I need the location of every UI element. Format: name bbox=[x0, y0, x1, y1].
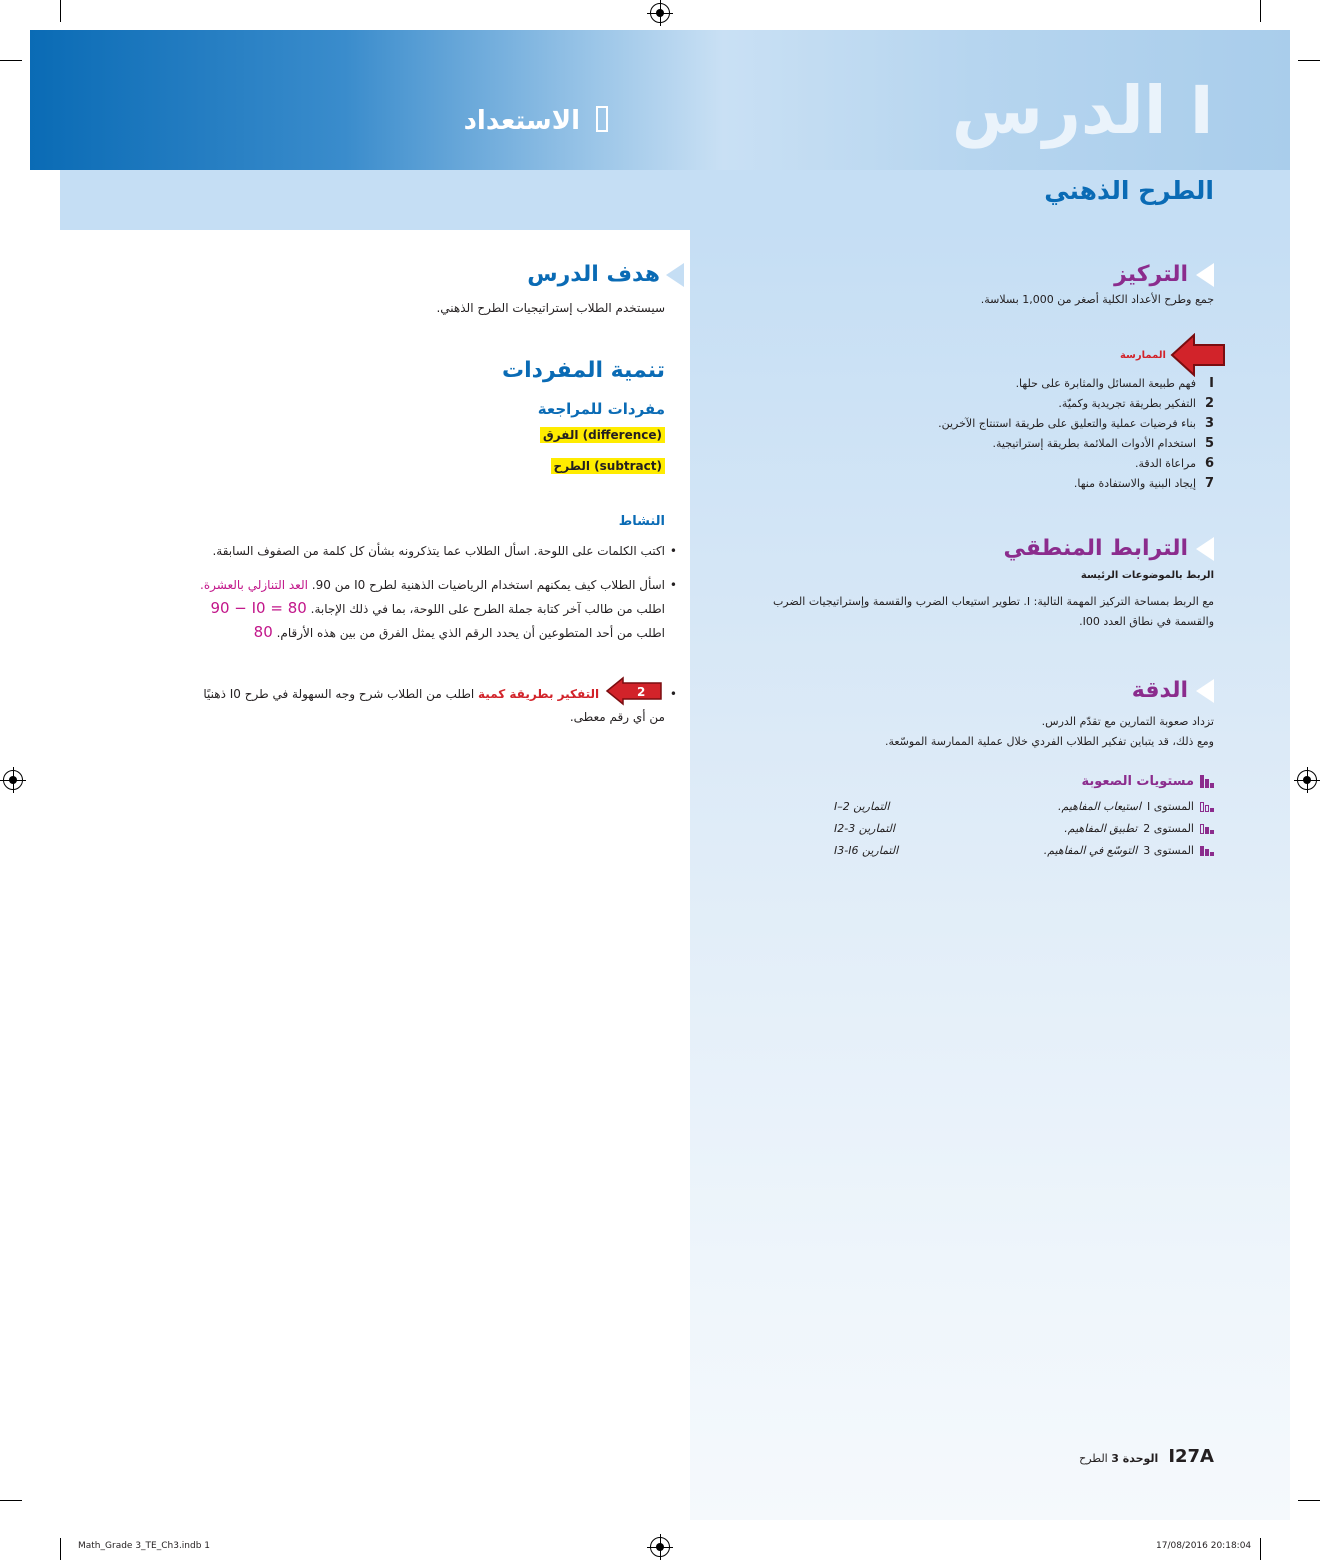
page-number: I27A bbox=[1168, 1446, 1214, 1467]
focus-text: جمع وطرح الأعداد الكلية أصغر من 1,000 بسلاسة. bbox=[980, 293, 1214, 306]
triangle-icon bbox=[666, 263, 684, 287]
coherence-text-1: مع الربط بمساحة التركيز المهمة التالية: I. تطوير استيعاب الضرب والقسمة وإستراتيجيات الضرب bbox=[772, 595, 1214, 608]
practice-item: 6 مراعاة الدقة. bbox=[1134, 456, 1214, 471]
crop-mark bbox=[0, 60, 22, 61]
vocab-item: الطرح (subtract) bbox=[551, 458, 665, 474]
vocab-subtitle: مفردات للمراجعة bbox=[537, 400, 665, 418]
coherence-text-2: والقسمة في نطاق العدد I00. bbox=[1079, 615, 1214, 628]
level-2-icon bbox=[1200, 824, 1214, 834]
rigor-text-1: تزداد صعوبة التمارين مع تقدّم الدرس. bbox=[1041, 715, 1214, 728]
practice-item: 7 إيجاد البنية والاستفادة منها. bbox=[1073, 476, 1214, 491]
practice-list bbox=[814, 374, 1214, 494]
triangle-icon bbox=[1196, 679, 1214, 703]
crop-mark bbox=[0, 1500, 22, 1501]
practice-item: 5 استخدام الأدوات الملائمة بطريقة إستراتيجية. bbox=[992, 436, 1214, 451]
level-row: المستوى 2 تطبيق المفاهيم. التمارين 3-I2 bbox=[834, 822, 1214, 835]
level-row: المستوى I استيعاب المفاهيم. التمارين I–2 bbox=[834, 800, 1214, 813]
unit-label: الوحدة 3 الطرح bbox=[1079, 1452, 1159, 1465]
activity-bullet-1: • اكتب الكلمات على اللوحة. اسأل الطلاب عما يتذكرونه بشأن كل كلمة من الصفوف السابقة. bbox=[212, 544, 677, 558]
coherence-title: الترابط المنطقي bbox=[1003, 536, 1188, 561]
prep-title: الاستعداد bbox=[463, 106, 580, 136]
lesson-title: الدرس I bbox=[951, 72, 1215, 149]
difficulty-bars-icon bbox=[1200, 775, 1214, 788]
vocab-title: تنمية المفردات bbox=[502, 358, 665, 383]
activity-bullet-2: • اسأل الطلاب كيف يمكنهم استخدام الرياضيات الذهنية لطرح I0 من 90. العد التنازلي بالعشرة. اطلب من طالب آخر كتابة جملة الطرح على اللوحة، بما في ذلك الإجابة. 90 − I0 = 80 اطلب من أحد المتطوعين أن يحدد الرقم الذي يمثل الفرق من بين هذه الأرقام. 80 bbox=[200, 578, 677, 641]
registration-mark-icon bbox=[3, 770, 23, 790]
crop-mark bbox=[60, 0, 61, 22]
crop-mark bbox=[60, 1538, 61, 1560]
objective-heading bbox=[527, 262, 684, 287]
levels-heading bbox=[1082, 774, 1215, 789]
rigor-text-2: ومع ذلك، قد يتباين تفكير الطلاب الفردي خلال عملية الممارسة الموسّعة. bbox=[884, 735, 1214, 748]
focus-title: التركيز bbox=[1114, 262, 1188, 287]
prep-box-icon bbox=[596, 106, 608, 132]
coherence-sub: الربط بالموضوعات الرئيسة bbox=[1080, 570, 1214, 581]
activity-title: النشاط bbox=[618, 514, 665, 529]
slug-date: 17/08/2016 20:18:04 bbox=[1156, 1541, 1252, 1551]
rigor-heading bbox=[1132, 678, 1214, 703]
slug-file: Math_Grade 3_TE_Ch3.indb 1 bbox=[78, 1541, 211, 1551]
practice-badge-icon bbox=[605, 676, 663, 706]
registration-mark-icon bbox=[1297, 770, 1317, 790]
coherence-heading bbox=[1003, 536, 1214, 561]
level-1-icon bbox=[1200, 802, 1214, 812]
triangle-icon bbox=[1196, 263, 1214, 287]
practice-label: الممارسة bbox=[1119, 350, 1166, 361]
crop-mark bbox=[1298, 60, 1320, 61]
vocab-heading bbox=[502, 358, 665, 383]
levels-title: مستويات الصعوبة bbox=[1081, 774, 1194, 789]
rigor-title: الدقة bbox=[1131, 678, 1188, 703]
vocab-item: الفرق (difference) bbox=[540, 427, 665, 443]
focus-heading bbox=[1114, 262, 1214, 287]
level-3-icon bbox=[1200, 846, 1214, 856]
activity-bullet-3: • التفكير بطريقة كمية اطلب من الطلاب شرح وجه السهولة في طرح I0 ذهنيًا من أي رقم معطى. bbox=[203, 687, 677, 724]
triangle-icon bbox=[1196, 537, 1214, 561]
level-row: المستوى 3 التوسّع في المفاهيم. التمارين I3-I6 bbox=[834, 844, 1214, 857]
lesson-subtitle: الطرح الذهني bbox=[1044, 176, 1214, 205]
registration-mark-icon bbox=[650, 3, 670, 23]
practice-item: 2 التفكير بطريقة تجريدية وكميّة. bbox=[1058, 396, 1214, 411]
crop-mark bbox=[1298, 1500, 1320, 1501]
practice-item: 3 بناء فرضيات عملية والتعليق على طريقة استنتاج الآخرين. bbox=[938, 416, 1214, 431]
red-arrow-icon bbox=[1170, 333, 1226, 377]
crop-mark bbox=[1260, 0, 1261, 22]
practice-item: I فهم طبيعة المسائل والمثابرة على حلها. bbox=[1015, 376, 1214, 391]
objective-title: هدف الدرس bbox=[527, 262, 660, 287]
page-footer bbox=[1079, 1446, 1214, 1467]
crop-mark bbox=[1260, 1538, 1261, 1560]
registration-mark-icon bbox=[650, 1537, 670, 1557]
svg-text:2: 2 bbox=[637, 685, 646, 699]
objective-text: سيستخدم الطلاب إستراتيجيات الطرح الذهني. bbox=[436, 301, 665, 315]
